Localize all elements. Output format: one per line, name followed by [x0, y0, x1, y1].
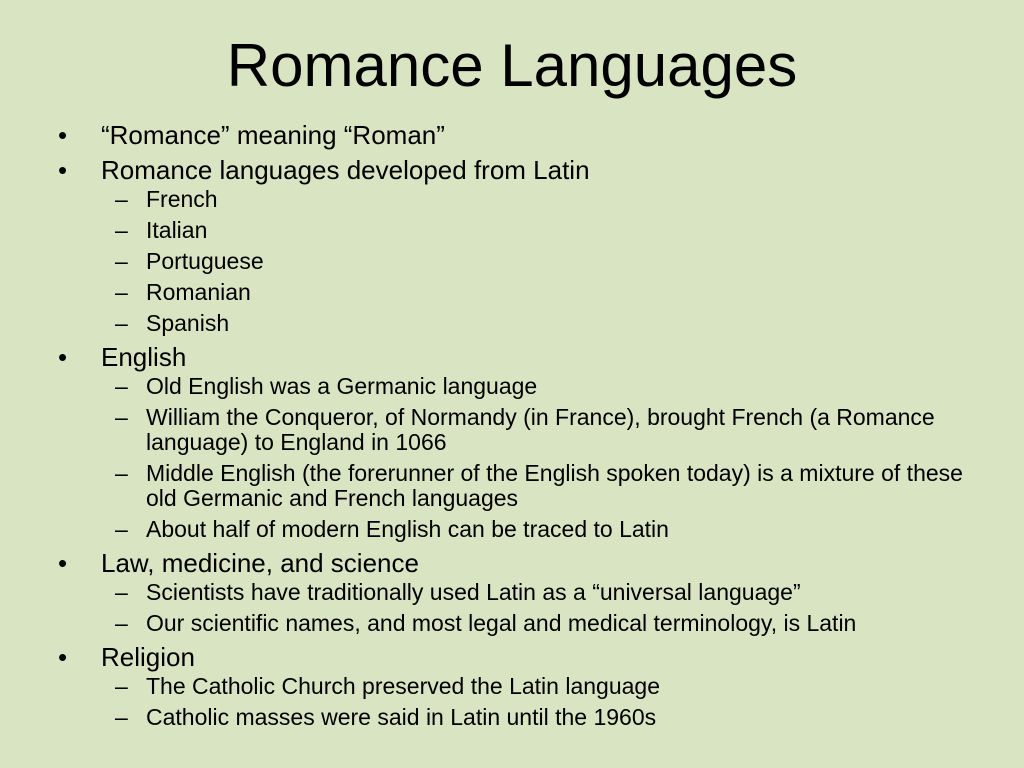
sub-bullet-item	[101, 461, 978, 511]
bullet-icon: •	[58, 642, 68, 672]
bullet-item	[58, 120, 978, 151]
sub-bullet-text: Portuguese	[146, 248, 264, 274]
dash-icon: –	[115, 704, 128, 730]
sub-bullet-item	[101, 580, 978, 605]
sub-bullet-item	[101, 280, 978, 305]
sub-bullet-text: Romanian	[146, 279, 251, 305]
sub-bullet-text: The Catholic Church preserved the Latin language	[146, 673, 660, 699]
sub-bullet-text: Middle English (the forerunner of the English spoken today) is a mixture of these old Germanic and French languages	[146, 460, 963, 511]
dash-icon: –	[115, 516, 128, 542]
sub-bullet-list	[101, 374, 978, 542]
sub-bullet-item	[101, 611, 978, 636]
bullet-icon: •	[58, 548, 68, 578]
bullet-item	[58, 155, 978, 336]
bullet-icon: •	[58, 155, 68, 185]
sub-bullet-text: Italian	[146, 217, 208, 243]
bullet-icon: •	[58, 342, 68, 372]
sub-bullet-item	[101, 674, 978, 699]
bullet-text: English	[101, 342, 187, 372]
dash-icon: –	[115, 673, 128, 699]
sub-bullet-item	[101, 705, 978, 730]
sub-bullet-text: About half of modern English can be traced to Latin	[146, 516, 669, 542]
dash-icon: –	[115, 373, 128, 399]
bullet-item	[58, 642, 978, 730]
bullet-item	[58, 342, 978, 542]
bullet-item	[58, 548, 978, 636]
sub-bullet-item	[101, 311, 978, 336]
sub-bullet-text: Scientists have traditionally used Latin as a “universal language”	[146, 579, 801, 605]
dash-icon: –	[115, 279, 128, 305]
bullet-list	[58, 120, 978, 736]
sub-bullet-list	[101, 187, 978, 336]
dash-icon: –	[115, 248, 128, 274]
dash-icon: –	[115, 404, 128, 430]
sub-bullet-text: French	[146, 186, 218, 212]
sub-bullet-item	[101, 517, 978, 542]
bullet-text: Law, medicine, and science	[101, 548, 419, 578]
dash-icon: –	[115, 610, 128, 636]
slide-title: Romance Languages	[226, 32, 798, 99]
bullet-icon: •	[58, 120, 68, 150]
sub-bullet-item	[101, 187, 978, 212]
sub-bullet-item	[101, 249, 978, 274]
dash-icon: –	[115, 217, 128, 243]
dash-icon: –	[115, 186, 128, 212]
bullet-text: Religion	[101, 642, 195, 672]
sub-bullet-list	[101, 674, 978, 730]
bullet-text: “Romance” meaning “Roman”	[101, 120, 445, 150]
dash-icon: –	[115, 460, 128, 486]
bullet-text: Romance languages developed from Latin	[101, 155, 590, 185]
sub-bullet-item	[101, 218, 978, 243]
sub-bullet-text: Spanish	[146, 310, 230, 336]
sub-bullet-list	[101, 580, 978, 636]
sub-bullet-item	[101, 405, 978, 455]
dash-icon: –	[115, 310, 128, 336]
sub-bullet-item	[101, 374, 978, 399]
sub-bullet-text: Old English was a Germanic language	[146, 373, 538, 399]
dash-icon: –	[115, 579, 128, 605]
sub-bullet-text: William the Conqueror, of Normandy (in France), brought French (a Romance language) to England in 1066	[146, 404, 935, 455]
sub-bullet-text: Catholic masses were said in Latin until the 1960s	[146, 704, 657, 730]
sub-bullet-text: Our scientific names, and most legal and medical terminology, is Latin	[146, 610, 857, 636]
